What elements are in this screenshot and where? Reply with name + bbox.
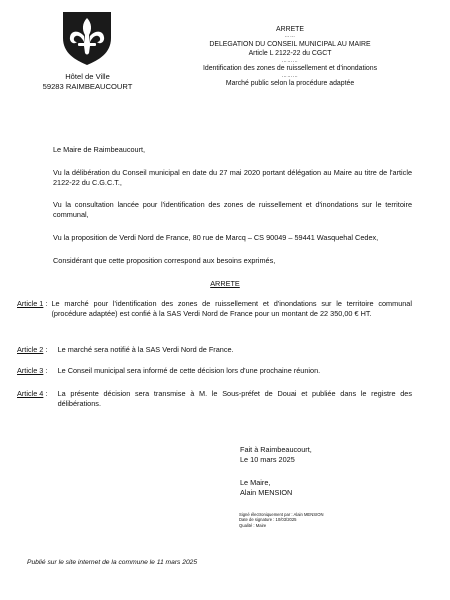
- header-object: Identification des zones de ruissellement et d'inondations: [202, 65, 378, 73]
- document-header: [175, 25, 405, 89]
- article-label: Article 2: [17, 345, 44, 354]
- esign-quality: Qualité : Maire: [239, 522, 267, 528]
- article-2: Article 2 : Le marché sera notifié à la SAS Verdi Nord de France.: [17, 345, 412, 355]
- header-article-ref: Article L 2122-22 du CGCT: [248, 50, 332, 58]
- preamble-intro: Le Maire de Raimbeaucourt,: [53, 145, 146, 154]
- header-separator: ………: [281, 72, 299, 79]
- town-hall-name: Hôtel de Ville: [65, 72, 110, 81]
- signature-block: [240, 445, 312, 466]
- article-text: Le Conseil municipal sera informé de cette décision lors d'une prochaine réunion.: [57, 366, 321, 375]
- town-hall-address: [30, 72, 145, 92]
- town-crest-fleur-de-lis-icon: [61, 10, 113, 66]
- article-1: Article 1 : Le marché pour l'identification des zones de ruissellement et d'inondations sur le territoire communal (procédure adaptée) est confié à la SAS Verdi Nord de France pour un montant de 22 350,00 € HT.: [17, 299, 412, 319]
- header-title: ARRETE: [276, 26, 304, 33]
- preamble-considerant: Considérant que cette proposition correspond aux besoins exprimés,: [53, 256, 276, 265]
- electronic-signature-stamp: [239, 512, 324, 528]
- preamble-vu-proposition: Vu la proposition de Verdi Nord de France, 80 rue de Marcq – CS 90049 – 59441 Wasquehal Cedex,: [53, 233, 379, 242]
- article-label: Article 3: [17, 366, 44, 375]
- signatory-block: [240, 478, 292, 499]
- article-3: Article 3 : Le Conseil municipal sera informé de cette décision lors d'une prochaine réunion.: [17, 366, 412, 376]
- article-text: La présente décision sera transmise à M. le Sous-préfet de Douai et publiée dans le registre des délibérations.: [57, 389, 412, 409]
- preamble-vu-consultation: Vu la consultation lancée pour l'identification des zones de ruissellement et d'inondations sur le territoire communal,: [53, 200, 412, 220]
- article-text: Le marché pour l'identification des zones de ruissellement et d'inondations sur le territoire communal (procédure adaptée) est confié à la SAS Verdi Nord de France pour un montant de 22 350,00 € HT.: [51, 299, 412, 319]
- esign-date: Date de signature : 10/03/2025: [239, 517, 297, 523]
- signature-date: Le 10 mars 2025: [240, 455, 295, 465]
- signature-place: Fait à Raimbeaucourt,: [240, 445, 312, 454]
- header-separator: ………: [281, 57, 299, 64]
- header-procedure: Marché public selon la procédure adaptée: [225, 80, 355, 88]
- preamble-vu-deliberation: Vu la délibération du Conseil municipal en date du 27 mai 2020 portant délégation au Maire au titre de l'article 2122-22 du C.G.C.T.,: [53, 168, 412, 188]
- header-separator: ……: [284, 33, 296, 40]
- article-label: Article 1: [17, 299, 44, 308]
- arrete-heading: ARRETE: [210, 279, 240, 288]
- article-4: Article 4 : La présente décision sera transmise à M. le Sous-préfet de Douai et publiée dans le registre des délibérations.: [17, 389, 412, 409]
- article-label: Article 4: [17, 389, 44, 398]
- article-text: Le marché sera notifié à la SAS Verdi Nord de France.: [57, 345, 234, 354]
- signatory-role: Le Maire,: [240, 478, 271, 487]
- signatory-name: Alain MENSION: [240, 488, 293, 498]
- header-delegation: DELEGATION DU CONSEIL MUNICIPAL AU MAIRE: [209, 40, 371, 48]
- esign-signer: Signé électroniquement par : Alain MENSION: [239, 512, 324, 517]
- town-hall-postcode: 59283 RAIMBEAUCOURT: [42, 82, 133, 91]
- publication-notice: Publié sur le site internet de la commune le 11 mars 2025: [27, 559, 198, 566]
